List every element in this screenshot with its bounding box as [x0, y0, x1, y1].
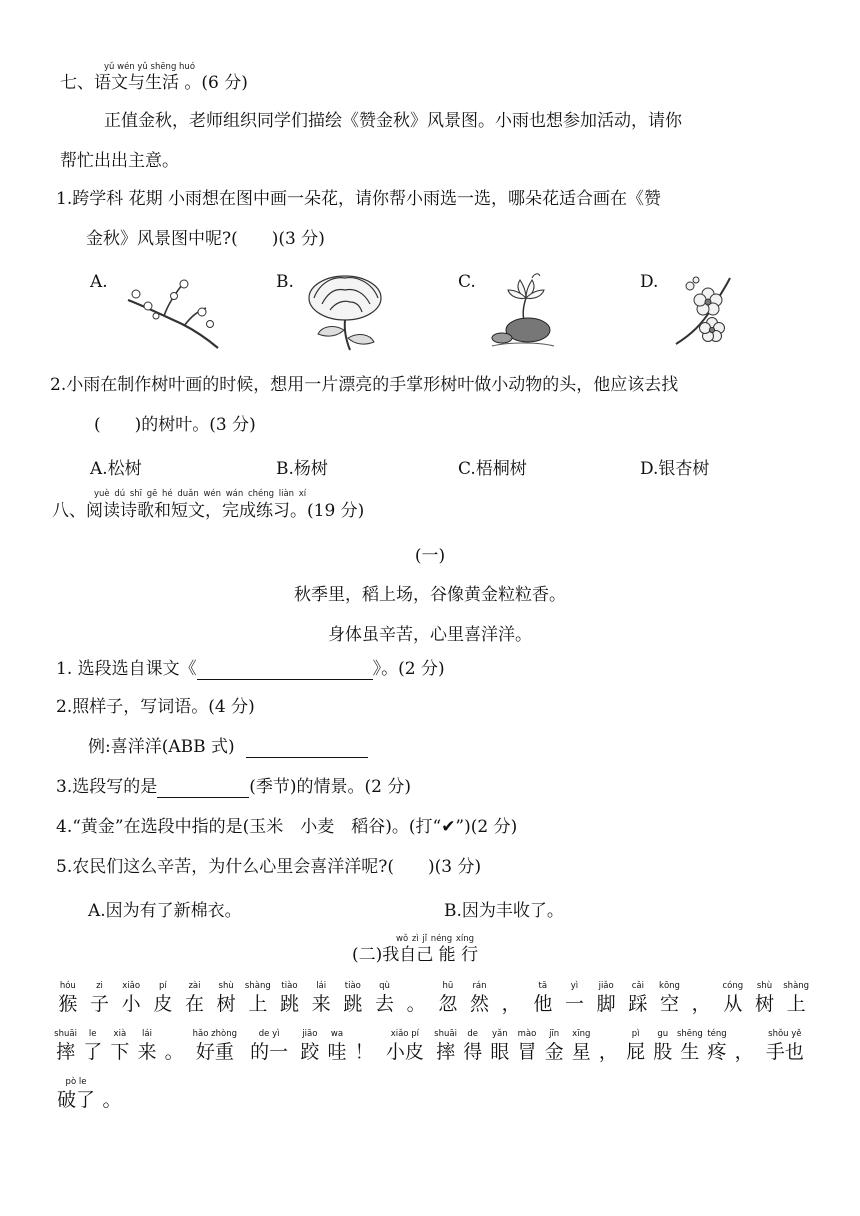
story-char-hanzi: 星	[571, 1041, 591, 1063]
option-d-ginkgo[interactable]: D.银杏树	[640, 459, 710, 479]
story-char-pinyin	[731, 1028, 758, 1040]
story-char-hanzi: 眼	[490, 1041, 510, 1063]
story-char-pinyin	[351, 1028, 378, 1040]
story-char-pinyin: jīn	[549, 1029, 560, 1039]
story-char-pinyin: shuāi	[54, 1029, 77, 1039]
option-c-label: C.	[458, 272, 476, 292]
story-char-pinyin: jiāo	[302, 1029, 318, 1039]
story-char-hanzi: 脚	[596, 993, 616, 1015]
story-char-hanzi: 跳	[279, 993, 299, 1015]
story-char	[595, 1028, 622, 1064]
story-char-hanzi: 上	[786, 993, 806, 1015]
story-char	[432, 980, 464, 1016]
story-char-hanzi: 金	[544, 1041, 564, 1063]
story-char	[188, 1028, 242, 1064]
story-char-hanzi: 股	[653, 1041, 673, 1063]
story-char-pinyin: le	[88, 1029, 97, 1039]
part2-title: (二)我自己 能 行	[352, 945, 479, 965]
story-char-hanzi: 。	[164, 1041, 184, 1063]
story-char-pinyin: qù	[379, 981, 390, 991]
part1-title: (一)	[414, 546, 446, 566]
story-char	[378, 1028, 432, 1064]
story-char-pinyin: pí	[158, 981, 167, 991]
question-8-3-text: 3.选段写的是	[56, 777, 158, 797]
story-char-hanzi: 。	[102, 1089, 122, 1111]
story-char-pinyin	[400, 980, 432, 992]
story-char-hanzi: 来	[137, 1041, 157, 1063]
story-char-pinyin: mào	[517, 1029, 537, 1039]
story-char-hanzi: ！	[354, 1041, 374, 1063]
story-char-pinyin: tiào	[281, 981, 298, 991]
story-char-hanzi: 生	[680, 1041, 700, 1063]
story-char-hanzi: 猴	[58, 993, 78, 1015]
story-char	[115, 980, 147, 1016]
lotus-flower-icon[interactable]	[488, 268, 558, 352]
story-char	[495, 980, 527, 1016]
story-char-hanzi: 皮	[153, 993, 173, 1015]
story-char-pinyin: yǎn	[492, 1029, 508, 1039]
story-char-hanzi: 了	[83, 1041, 103, 1063]
story-char-hanzi: 屁	[626, 1041, 646, 1063]
story-char	[179, 980, 211, 1016]
story-char-pinyin: shàng	[783, 981, 810, 991]
story-char-hanzi: 好重	[195, 1041, 234, 1063]
poem-line-1: 秋季里，稻上场，谷像黄金粒粒香。	[294, 585, 566, 605]
story-char-hanzi: 从	[723, 993, 743, 1015]
question-7-2-line2: ( )的树叶。(3 分)	[94, 415, 256, 435]
story-char	[296, 1028, 323, 1064]
story-char	[758, 1028, 812, 1064]
question-8-4: 4.“黄金”在选段中指的是(玉米 小麦 稻谷)。(打“✔”)(2 分)	[56, 817, 518, 837]
story-char-hanzi: 去	[374, 993, 394, 1015]
option-a-pine[interactable]: A.松树	[90, 459, 142, 479]
story-char	[559, 980, 591, 1016]
story-char-pinyin: yì	[570, 981, 579, 991]
question-8-2-example	[88, 736, 368, 758]
story-char-pinyin: de	[467, 1029, 479, 1039]
story-char	[541, 1028, 568, 1064]
story-char-pinyin	[100, 1076, 124, 1088]
story-char-hanzi: 下	[110, 1041, 130, 1063]
story-char-pinyin	[685, 980, 717, 992]
story-char-pinyin: shǒu yě	[768, 1029, 802, 1039]
story-row-3	[52, 1076, 812, 1116]
answer-blank-season[interactable]	[157, 779, 249, 798]
story-char-hanzi: 疼	[707, 1041, 727, 1063]
story-char	[274, 980, 306, 1016]
story-char	[210, 980, 242, 1016]
story-char-pinyin: tiào	[344, 981, 361, 991]
story-char-hanzi: 手也	[765, 1041, 804, 1063]
story-char-pinyin: zi	[96, 981, 103, 991]
story-char	[432, 1028, 459, 1064]
question-8-1-text: 1. 选段选自课文《	[56, 659, 197, 679]
story-row-1	[52, 980, 812, 1020]
story-char-hanzi: 小	[121, 993, 141, 1015]
part2-title-pinyin: wǒ zì jǐ néng xíng	[396, 934, 475, 944]
story-char-hanzi: 然	[469, 993, 489, 1015]
story-char-hanzi: 他	[533, 993, 553, 1015]
story-char-hanzi: ，	[501, 993, 521, 1015]
story-char-pinyin: shù	[756, 981, 773, 991]
story-char-pinyin: lái	[316, 981, 327, 991]
story-char-hanzi: 在	[184, 993, 204, 1015]
poem-line-2: 身体虽辛苦，心里喜洋洋。	[328, 625, 532, 645]
story-char	[369, 980, 401, 1016]
answer-blank-abb[interactable]	[246, 739, 368, 758]
question-7-1-line1: 1.跨学科 花期 小雨想在图中画一朵花，请你帮小雨选一选，哪朵花适合画在《赞	[56, 189, 662, 209]
story-char	[52, 1028, 79, 1064]
story-char-pinyin: xīng	[572, 1029, 591, 1039]
story-char-hanzi: 一	[564, 993, 584, 1015]
story-char	[780, 980, 812, 1016]
story-char-hanzi: 空	[659, 993, 679, 1015]
story-char-pinyin: de yì	[258, 1029, 280, 1039]
story-char-pinyin: hóu	[59, 981, 76, 991]
story-char-hanzi: ，	[691, 993, 711, 1015]
story-char-hanzi: 跤	[300, 1041, 320, 1063]
story-char	[161, 1028, 188, 1064]
story-char	[749, 980, 781, 1016]
story-char	[459, 1028, 486, 1064]
story-char	[106, 1028, 133, 1064]
plum-blossom-branch-icon[interactable]	[124, 272, 224, 352]
story-char-pinyin: gu	[657, 1029, 669, 1039]
story-char	[649, 1028, 676, 1064]
story-char-hanzi: 得	[463, 1041, 483, 1063]
story-char	[717, 980, 749, 1016]
story-char-hanzi: ，	[734, 1041, 754, 1063]
option-d-label: D.	[640, 272, 659, 292]
story-char	[84, 980, 116, 1016]
story-char	[731, 1028, 758, 1064]
story-char-pinyin: hū	[442, 981, 454, 991]
story-char	[654, 980, 686, 1016]
story-char	[323, 1028, 350, 1064]
story-char-pinyin: tā	[538, 981, 548, 991]
story-char-hanzi: 树	[216, 993, 236, 1015]
story-char-pinyin: shàng	[244, 981, 271, 991]
story-char-pinyin: cǎi	[631, 981, 644, 991]
question-8-1-end: 》。(2 分)	[372, 659, 445, 679]
story-char	[305, 980, 337, 1016]
story-char-pinyin: shù	[218, 981, 234, 991]
option-b-poplar[interactable]: B.杨树	[276, 459, 328, 479]
question-7-1-line2: 金秋》风景图中呢?( )(3 分)	[86, 229, 325, 249]
question-8-5: 5.农民们这么辛苦，为什么心里会喜洋洋呢?( )(3 分)	[56, 857, 482, 877]
story-char	[513, 1028, 540, 1064]
story-char	[568, 1028, 595, 1064]
story-char	[100, 1076, 124, 1112]
story-char-hanzi: 忽	[438, 993, 458, 1015]
story-char-hanzi: 冒	[517, 1041, 537, 1063]
story-char-hanzi: 子	[89, 993, 109, 1015]
story-char-pinyin: cóng	[722, 981, 744, 991]
story-char	[590, 980, 622, 1016]
section8-title-pinyin: yuè dú shī gē hé duǎn wén wán chéng liàn xí	[94, 489, 307, 499]
story-char-pinyin: xiǎo	[122, 981, 141, 991]
story-char-hanzi: 的一	[250, 1041, 289, 1063]
section7-title-pinyin: yǔ wén yǔ shēng huó	[104, 62, 196, 72]
story-char-pinyin: kōng	[659, 981, 680, 991]
story-char	[486, 1028, 513, 1064]
story-char-hanzi: 踩	[628, 993, 648, 1015]
option-b-harvest[interactable]: B.因为丰收了。	[444, 901, 564, 921]
story-char-pinyin: xiǎo pí	[390, 1029, 419, 1039]
story-char	[351, 1028, 378, 1064]
story-char	[400, 980, 432, 1016]
story-char	[527, 980, 559, 1016]
story-char	[79, 1028, 106, 1064]
option-c-wutong[interactable]: C.梧桐树	[458, 459, 527, 479]
option-a-cotton[interactable]: A.因为有了新棉衣。	[88, 901, 242, 921]
story-char-pinyin: jiǎo	[598, 981, 614, 991]
story-char-hanzi: 上	[248, 993, 268, 1015]
story-char-hanzi: 小皮	[385, 1041, 424, 1063]
story-char-pinyin: pì	[631, 1029, 640, 1039]
story-char	[52, 1076, 100, 1112]
story-char	[703, 1028, 730, 1064]
story-char	[622, 980, 654, 1016]
story-char-pinyin: wa	[330, 1029, 344, 1039]
story-char	[685, 980, 717, 1016]
story-row-2	[52, 1028, 812, 1068]
story-char	[242, 1028, 296, 1064]
chrysanthemum-icon[interactable]	[300, 268, 390, 352]
story-char-hanzi: ，	[598, 1041, 618, 1063]
question-8-3-end: (季节)的情景。(2 分)	[249, 777, 411, 797]
story-char-pinyin	[595, 1028, 622, 1040]
story-char	[337, 980, 369, 1016]
story-char-hanzi: 跳	[343, 993, 363, 1015]
story-char	[622, 1028, 649, 1064]
story-char-hanzi: 来	[311, 993, 331, 1015]
plum-blossom-flowers-icon[interactable]	[672, 268, 752, 352]
story-char-pinyin: hǎo zhòng	[192, 1029, 238, 1039]
section7-title: 七、语文与生活 。(6 分)	[60, 73, 248, 93]
section8-title: 八、阅读诗歌和短文，完成练习。(19 分)	[52, 501, 365, 521]
option-b-label: B.	[276, 272, 294, 292]
story-char-hanzi: 破了	[56, 1089, 95, 1111]
answer-blank-lesson[interactable]	[197, 661, 373, 680]
story-char-hanzi: 哇	[327, 1041, 347, 1063]
story-char	[52, 980, 84, 1016]
section7-intro-line2: 帮忙出出主意。	[60, 151, 179, 171]
story-char-pinyin: xià	[113, 1029, 127, 1039]
section7-intro-line1: 正值金秋，老师组织同学们描绘《赞金秋》风景图。小雨也想参加活动，请你	[104, 111, 682, 131]
story-char-hanzi: 摔	[436, 1041, 456, 1063]
story-char	[676, 1028, 703, 1064]
option-a-label: A.	[90, 272, 108, 292]
story-char	[464, 980, 496, 1016]
story-char-hanzi: 树	[754, 993, 774, 1015]
story-char-hanzi: 。	[406, 993, 426, 1015]
story-char	[147, 980, 179, 1016]
story-char-pinyin	[495, 980, 527, 992]
question-8-1	[56, 658, 445, 680]
story-char-pinyin: lái	[142, 1029, 152, 1039]
question-8-3	[56, 776, 411, 798]
story-char-pinyin: shēng	[676, 1029, 703, 1039]
question-8-2: 2.照样子，写词语。(4 分)	[56, 697, 255, 717]
question-7-2-line1: 2.小雨在制作树叶画的时候，想用一片漂亮的手掌形树叶做小动物的头，他应该去找	[50, 375, 679, 395]
story-char	[133, 1028, 160, 1064]
story-char-hanzi: 摔	[56, 1041, 76, 1063]
story-char-pinyin: rán	[472, 981, 487, 991]
story-char-pinyin	[161, 1028, 188, 1040]
story-char-pinyin: shuāi	[434, 1029, 457, 1039]
story-char	[242, 980, 274, 1016]
story-char-pinyin: zài	[188, 981, 201, 991]
story-char-pinyin: pò le	[65, 1077, 87, 1087]
story-char-pinyin: téng	[707, 1029, 727, 1039]
example-text: 例:喜洋洋(ABB 式)	[88, 737, 235, 757]
